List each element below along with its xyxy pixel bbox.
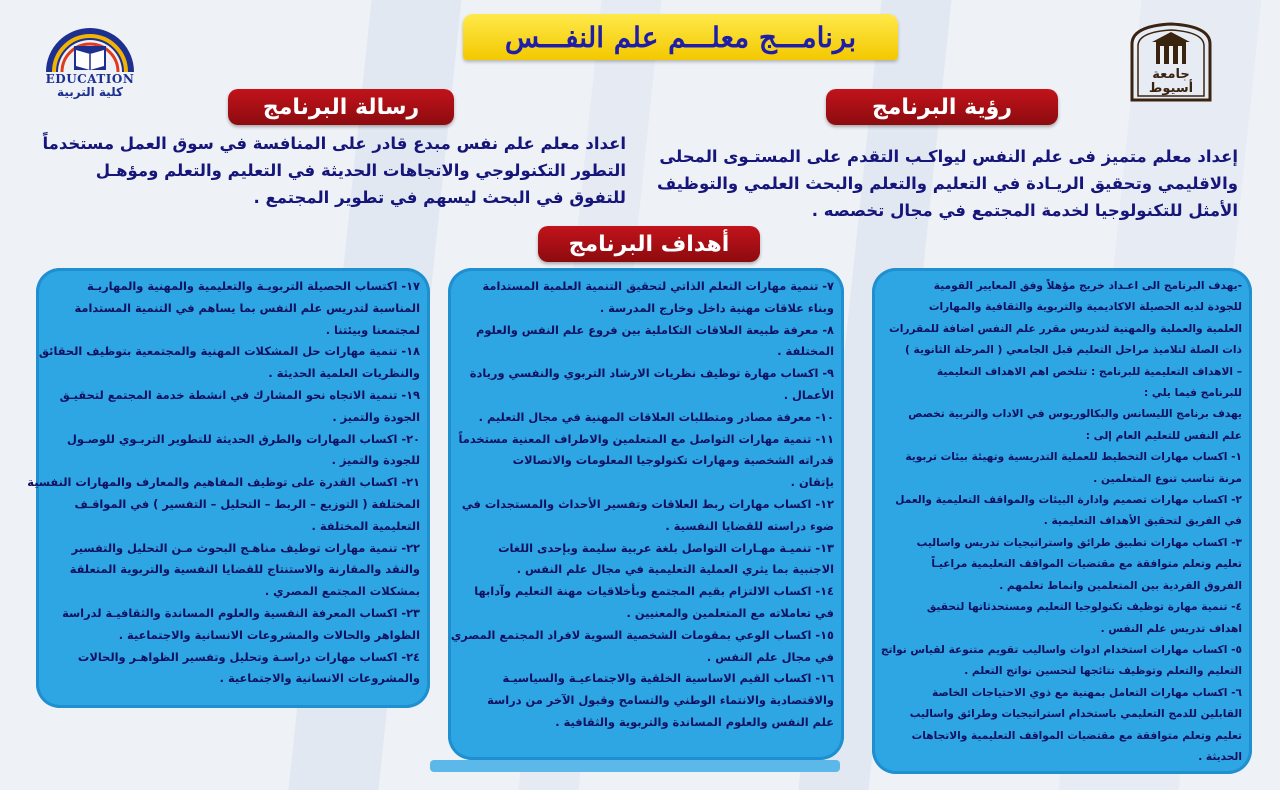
objective-line: في الفريق لتحقيق الأهداف التعليمية . (1043, 515, 1242, 528)
education-arch-icon (40, 12, 140, 74)
objective-line: ٢- اكساب مهارات تصميم وادارة البيئات والمواقف التعليمية والعمل (895, 494, 1242, 507)
objective-line: الحديثة . (1198, 750, 1242, 763)
mission-title: رسالة البرنامج (262, 94, 420, 120)
objective-line: ١١- تنمية مهارات التواصل مع المتعلمين والاطراف المعنية مستخدماً (458, 431, 834, 446)
objective-line: المناسبة لتدريس علم النفس بما يساهم في التنمية المستدامة (74, 300, 420, 315)
objective-line: ١٤- اكساب الالتزام بقيم المجتمع وبأخلاقيات مهنة التعليم وآدابها (474, 584, 834, 599)
mission-line: التطور التكنولوجي والاتجاهات الحديثة في التعليم والتعلم ومؤهـل (95, 161, 626, 180)
objective-line: ذات الصلة لتلاميذ مراحل التعليم قبل الجامعي ( المرحلة الثانوية ) (905, 344, 1242, 357)
objective-line: علم النفس للتعليم العام إلى : (1085, 429, 1242, 442)
objective-line: مرنة تناسب تنوع المتعلمين . (1093, 472, 1242, 485)
objective-line: – الاهداف التعليمية للبرنامج : تتلخص اهم الاهداف التعليمية (936, 365, 1242, 378)
objective-line: للجودة لديه الحصيلة الاكاديمية والتربوية والثقافية والمهارات (928, 301, 1242, 314)
objective-line: المختلفة . (777, 344, 834, 359)
university-logo (1128, 22, 1214, 102)
objective-line: لمجتمعنا وبيئتنا . (325, 322, 420, 337)
objectives-list (27, 276, 420, 690)
objective-line: يهدف برنامج الليسانس والبكالوريوس في الاداب والتربية تخصص (908, 408, 1242, 421)
objective-line: المختلفة ( التوزيع – الربط – التحليل – التفسير ) في المواقـف (74, 496, 420, 511)
objective-line: العلمية والعملية والمهنية لتدريس مقرر علم النفس اضافة للمقررات (889, 322, 1242, 335)
objective-line: الظواهر والحالات والمشروعات الانسانية والاجتماعية . (118, 627, 420, 642)
objective-line: اهداف تدريس علم النفس . (1100, 622, 1242, 635)
objective-line: التعليمية المختلفة . (311, 518, 420, 533)
objectives-column-middle (448, 268, 844, 760)
vision-title: رؤية البرنامج (871, 94, 1013, 120)
objective-line: ضوء دراسته للقضايا النفسية . (665, 518, 834, 533)
mission-line: للتفوق في البحث ليسهم في تطوير المجتمع . (253, 188, 626, 207)
objective-line: للبرنامج فيما يلي : (1143, 387, 1242, 400)
objective-line: ١٥- اكساب الوعي بمقومات الشخصية السوية لافراد المجتمع المصري (450, 627, 834, 642)
objective-line: في مجال علم النفس . (706, 649, 834, 664)
education-logo-text: EDUCATION (45, 72, 135, 86)
mission-text (42, 130, 626, 211)
objective-line: ٦- اكساب مهارات التعامل بمهنية مع ذوي الاحتياجات الخاصة (932, 686, 1242, 699)
vision-line: والاقليمي وتحقيق الريـادة في التعليم والتعلم والبحث العلمي والتوظيف (657, 174, 1238, 193)
objective-line: ٩- اكساب مهارة توظيف نظريات الارشاد التربوي والنفسي وريادة (469, 366, 834, 381)
education-logo-subtext: كلية التربية (57, 85, 123, 99)
objective-line: ٢٠- اكساب المهارات والطرق الحديثة للتطوير التربـوي للوصـول (66, 431, 420, 446)
mission-title-pill (228, 89, 454, 125)
university-logo-text: جامعة أسيوط (1148, 67, 1194, 96)
mission-line: اعداد معلم علم نفس مبدع قادر على المنافسة في سوق العمل مستخدماً (42, 134, 626, 153)
objective-line: علم النفس والعلوم المساندة والتربوية والثقافية . (555, 714, 834, 729)
objectives-column-left (27, 268, 430, 708)
objective-line: ٢٣- اكساب المعرفة النفسية والعلوم المساندة والثقافيـة لدراسة (62, 605, 420, 620)
objective-line: بإتقان . (790, 475, 834, 490)
objective-line: القابلين للدمج التعليمي باستخدام استراتيجيات وطرائق واساليب (909, 708, 1242, 721)
objective-line: تعليم وتعلم متوافقة مع مقتضيات المواقف التعليمية والاتجاهات (911, 729, 1242, 742)
objectives-list (882, 276, 1242, 768)
vision-line: الأمثل للتكنولوجيا لخدمة المجتمع في مجال تخصصه . (811, 201, 1238, 220)
objective-line: الجودة والتميز . (332, 409, 420, 424)
objective-line: ٥- اكساب مهارات استخدام ادوات واساليب تقويم متنوعة لقياس نواتج (880, 643, 1242, 656)
objectives-title-pill (538, 226, 760, 262)
objective-line: ٢١- اكساب القدرة على توظيف المفاهيم والمعارف والمهارات النفسية (27, 475, 420, 490)
objective-line: بمشكلات المجتمع المصري . (264, 584, 420, 599)
objective-line: والمشروعات الانسانية والاجتماعية . (219, 671, 420, 686)
objective-line: ٤- تنمية مهارة توظيف تكنولوجيا التعليم ومستحدثاتها لتحقيق (926, 601, 1242, 614)
objective-line: تعليم وتعلم متوافقة مع مقتضيات المواقف التعليمية مراعيـاً (931, 558, 1242, 571)
vision-text (657, 143, 1238, 224)
bottom-accent-bar (430, 760, 840, 772)
page-title: برنامـــج معلـــم علم النفـــس (504, 20, 857, 54)
objective-line: الأعمال . (783, 387, 834, 402)
objective-line: في تعاملاته مع المتعلمين والمعنيين . (626, 605, 834, 620)
objective-line: -يهدف البرنامج الى اعـداد خريج مؤهلاً وفق المعايير القومية (933, 280, 1242, 292)
objectives-list (450, 276, 834, 734)
objective-line: للجودة والتميز . (331, 453, 420, 468)
vision-line: إعداد معلم متميز فى علم النفس ليواكـب التقدم على المستـوى المحلى (659, 147, 1238, 166)
objective-line: ٢٤- اكساب مهارات دراسـة وتحليل وتفسير الظواهـر والحالات (77, 649, 420, 664)
objective-line: ١- اكساب مهارات التخطيط للعملية التدريسية وتهيئة بيئات تربوية (905, 451, 1242, 464)
objective-line: ١٢- اكساب مهارات ربط العلاقات وتفسير الأحداث والمستجدات في (461, 496, 834, 511)
objectives-title: أهداف البرنامج (568, 231, 730, 257)
objective-line: ٣- اكساب مهارات تطبيق طرائق واستراتيجيات تدريس واساليب (916, 536, 1242, 549)
objective-line: ١٠- معرفة مصادر ومتطلبات العلاقات المهنية في مجال التعليم . (478, 409, 834, 424)
objective-line: ٧- تنمية مهارات التعلم الذاتي لتحقيق التنمية العلمية المستدامة (482, 279, 834, 293)
objective-line: والنقد والمقارنة والاستنتاج للقضايا النفسية والتربوية المتعلقة (69, 562, 420, 577)
objective-line: الاجنبية بما يثري العملية التعليمية في مجال علم النفس . (516, 562, 834, 577)
objective-line: ٨- معرفة طبيعة العلاقات التكاملية بين فروع علم النفس والعلوم (475, 322, 834, 337)
objective-line: قدراته الشخصية ومهارات تكنولوجيا المعلومات والاتصالات (512, 453, 834, 468)
objectives-column-right (872, 268, 1252, 774)
objective-line: وبناء علاقات مهنية داخل وخارج المدرسة . (599, 300, 834, 315)
objective-line: الفروق الفردية بين المتعلمين وانماط تعلمهم . (999, 579, 1242, 592)
objective-line: ٢٢- تنمية مهارات توظيف مناهـج البحوث مـن التحليل والتفسير (71, 540, 420, 555)
page-title-banner (463, 14, 898, 60)
objective-line: ١٨- تنمية مهارات حل المشكلات المهنية والمجتمعية بتوظيف الحقائق (38, 344, 420, 359)
education-logo (40, 12, 140, 98)
objective-line: التعليم والتعلم وتوظيف نتائجها لتحسين نواتج التعلم . (964, 665, 1242, 678)
objective-line: والاقتصادية والانتماء الوطني والتسامح وقبول الآخر من دراسة (487, 693, 834, 708)
objective-line: ١٣- تنميـة مهـارات التواصل بلغة عربية سليمة وبإحدى اللغات (498, 540, 834, 555)
vision-title-pill (826, 89, 1058, 125)
objective-line: ١٩- تنمية الاتجاه نحو المشارك في انشطة خدمة المجتمع لتحقيـق (59, 387, 420, 402)
objective-line: ١٦- اكساب القيم الاساسية الخلقية والاجتماعيـة والسياسيـة (502, 671, 834, 686)
objective-line: والنظريات العلمية الحديثة . (268, 366, 420, 381)
objective-line: ١٧- اكتساب الحصيلة التربويـة والتعليمية والمهنية والمهاريـة (87, 279, 420, 293)
